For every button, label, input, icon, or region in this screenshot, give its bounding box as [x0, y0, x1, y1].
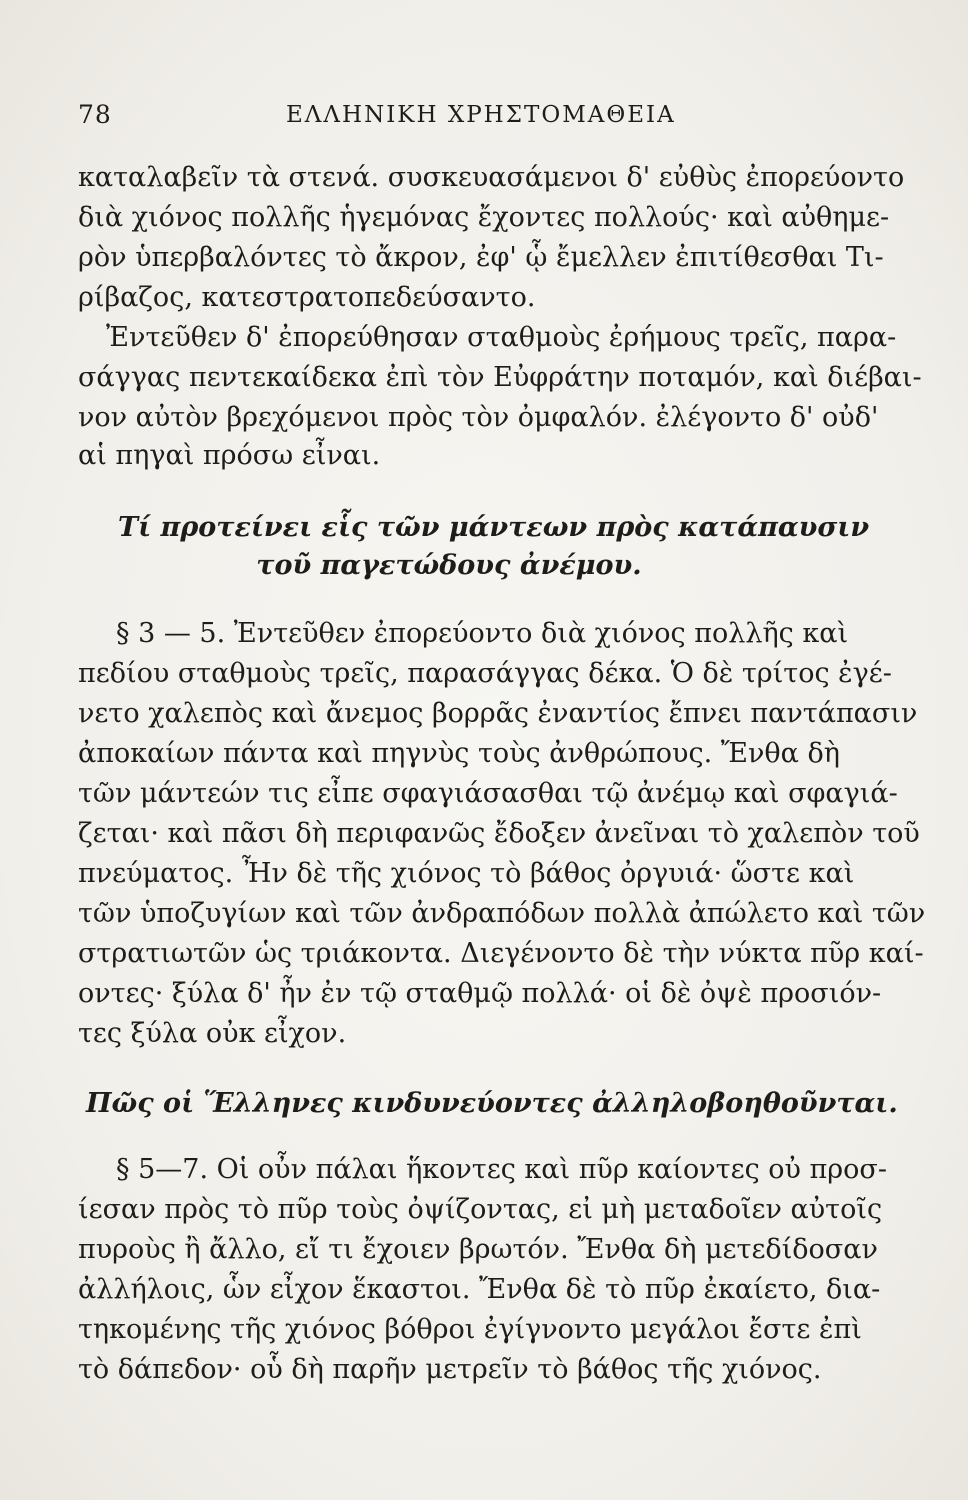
text-line: ζεται· καὶ πᾶσι δὴ περιφανῶς ἔδοξεν ἀνεῖναι τὸ χαλεπὸν τοῦ: [78, 818, 920, 849]
text-line: τῶν ὑποζυγίων καὶ τῶν ἀνδραπόδων πολλὰ ἀπώλετο καὶ τῶν: [78, 898, 926, 929]
text-line: τηκομένης τῆς χιόνος βόθροι ἐγίγνοντο μεγάλοι ἔστε ἐπὶ: [78, 1314, 862, 1345]
text-line: τῶν μάντεών τις εἶπε σφαγιάσασθαι τῷ ἀνέμῳ καὶ σφαγιά-: [78, 778, 898, 809]
text-line: ἀλλήλοις, ὧν εἶχον ἕκαστοι. Ἔνθα δὲ τὸ πῦρ ἐκαίετο, δια-: [78, 1274, 881, 1305]
text-line: Ἐντεῦθεν δ' ἐπορεύθησαν σταθμοὺς ἐρήμους τρεῖς, παρα-: [106, 322, 897, 353]
text-line: ρίβαζος, κατεστρατοπεδεύσαντο.: [78, 282, 536, 313]
section-heading-continued: τοῦ παγετώδους ἀνέμου.: [256, 550, 642, 581]
text-line: νετο χαλεπὸς καὶ ἄνεμος βορρᾶς ἐναντίος ἔπνει παντάπασιν: [78, 698, 918, 729]
page-number: 78: [78, 100, 112, 129]
text-line: τὸ δάπεδον· οὗ δὴ παρῆν μετρεῖν τὸ βάθος τῆς χιόνος.: [78, 1354, 822, 1385]
section-heading: Πῶς οἱ Ἕλληνες κινδυνεύοντες ἀλληλοβοηθοῦνται.: [86, 1088, 898, 1119]
text-line: σάγγας πεντεκαίδεκα ἐπὶ τὸν Εὐφράτην ποταμόν, καὶ διέβαι-: [78, 362, 922, 393]
text-line: τες ξύλα οὐκ εἶχον.: [78, 1018, 347, 1049]
text-line: § 3 — 5. Ἐντεῦθεν ἐπορεύοντο διὰ χιόνος πολλῆς καὶ: [116, 618, 849, 649]
text-line: ἀποκαίων πάντα καὶ πηγνὺς τοὺς ἀνθρώπους. Ἔνθα δὴ: [78, 738, 840, 769]
text-line: οντες· ξύλα δ' ἦν ἐν τῷ σταθμῷ πολλά· οἱ δὲ ὀψὲ προσιόν-: [78, 978, 882, 1009]
text-line: αἱ πηγαὶ πρόσω εἶναι.: [78, 440, 381, 471]
section-heading: Τί προτείνει εἷς τῶν μάντεων πρὸς κατάπαυσιν: [118, 512, 870, 543]
text-line: ρὸν ὑπερβαλόντες τὸ ἄκρον, ἐφ' ᾧ ἔμελλεν ἐπιτίθεσθαι Τι-: [78, 242, 884, 273]
text-line: νον αὐτὸν βρεχόμενοι πρὸς τὸν ὀμφαλόν. ἐλέγοντο δ' οὐδ': [78, 402, 879, 433]
text-line: στρατιωτῶν ὡς τριάκοντα. Διεγένοντο δὲ τὴν νύκτα πῦρ καί-: [78, 938, 924, 969]
text-line: § 5—7. Οἱ οὖν πάλαι ἥκοντες καὶ πῦρ καίοντες οὐ προσ-: [116, 1154, 887, 1185]
text-line: πυροὺς ἢ ἄλλο, εἴ τι ἔχοιεν βρωτόν. Ἔνθα δὴ μετεδίδοσαν: [78, 1234, 878, 1265]
running-title: ΕΛΛΗΝΙΚΗ ΧΡΗΣΤΟΜΑΘΕΙΑ: [286, 102, 676, 128]
text-line: πεδίου σταθμοὺς τρεῖς, παρασάγγας δέκα. Ὁ δὲ τρίτος ἐγέ-: [78, 658, 892, 689]
text-line: ίεσαν πρὸς τὸ πῦρ τοὺς ὀψίζοντας, εἰ μὴ μεταδοῖεν αὐτοῖς: [78, 1194, 883, 1225]
text-line: καταλαβεῖν τὰ στενά. συσκευασάμενοι δ' εὐθὺς ἐπορεύοντο: [78, 162, 905, 193]
text-line: πνεύματος. Ἦν δὲ τῆς χιόνος τὸ βάθος ὀργυιά· ὥστε καὶ: [78, 858, 855, 889]
page-header: [78, 100, 820, 140]
text-line: διὰ χιόνος πολλῆς ἡγεμόνας ἔχοντες πολλούς· καὶ αὐθημε-: [78, 202, 890, 233]
